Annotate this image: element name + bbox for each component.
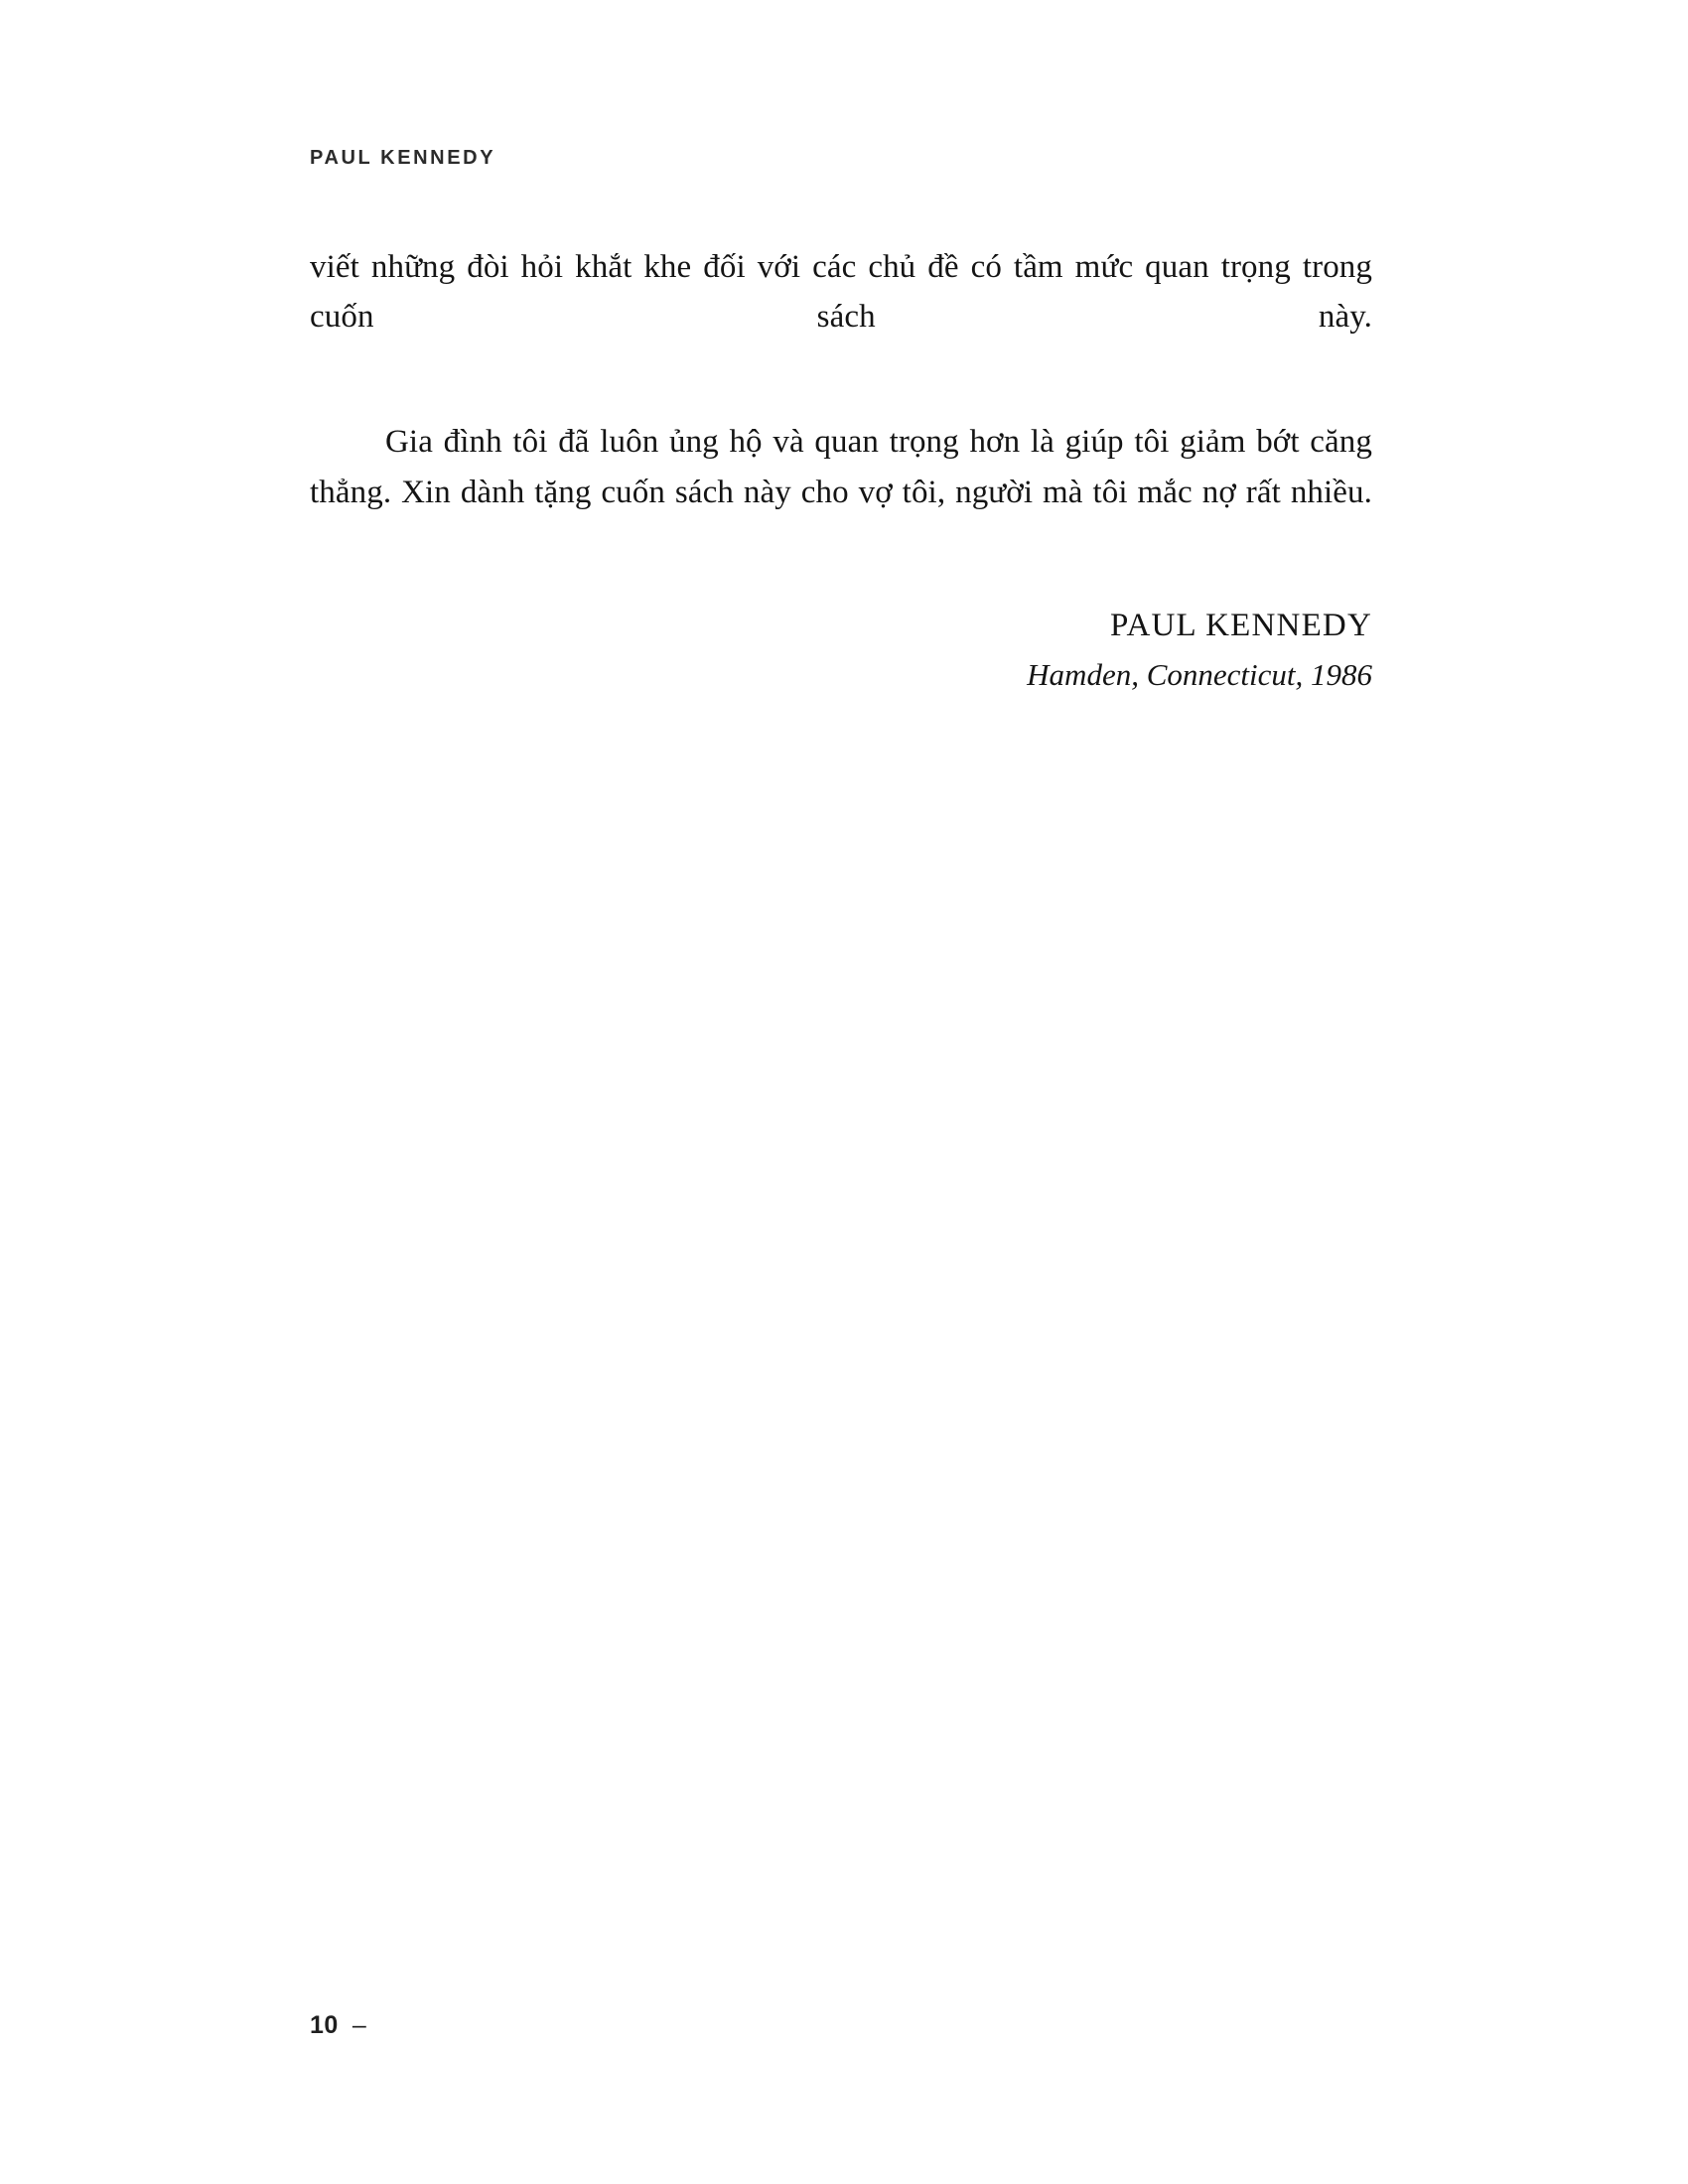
paragraph: viết những đòi hỏi khắt khe đối với các chủ đề có tầm mức quan trọng trong cuốn sách này. [310, 249, 1372, 336]
signature-place-date: Hamden, Connecticut, 1986 [1027, 656, 1372, 692]
body-text [310, 242, 1372, 567]
page-number: 10 [310, 2011, 339, 2039]
signature-block [310, 605, 1372, 695]
page-folio [310, 2011, 366, 2040]
signature-name: PAUL KENNEDY [1109, 607, 1372, 643]
page-content [310, 0, 1372, 695]
folio-dash: – [352, 2011, 366, 2039]
running-head: PAUL KENNEDY [310, 147, 496, 169]
paragraph: Gia đình tôi đã luôn ủng hộ và quan trọng hơn là giúp tôi giảm bớt căng thẳng. Xin dành tặng cuốn sách này cho vợ tôi, người mà tôi mắc nợ rất nhiều. [310, 424, 1372, 510]
